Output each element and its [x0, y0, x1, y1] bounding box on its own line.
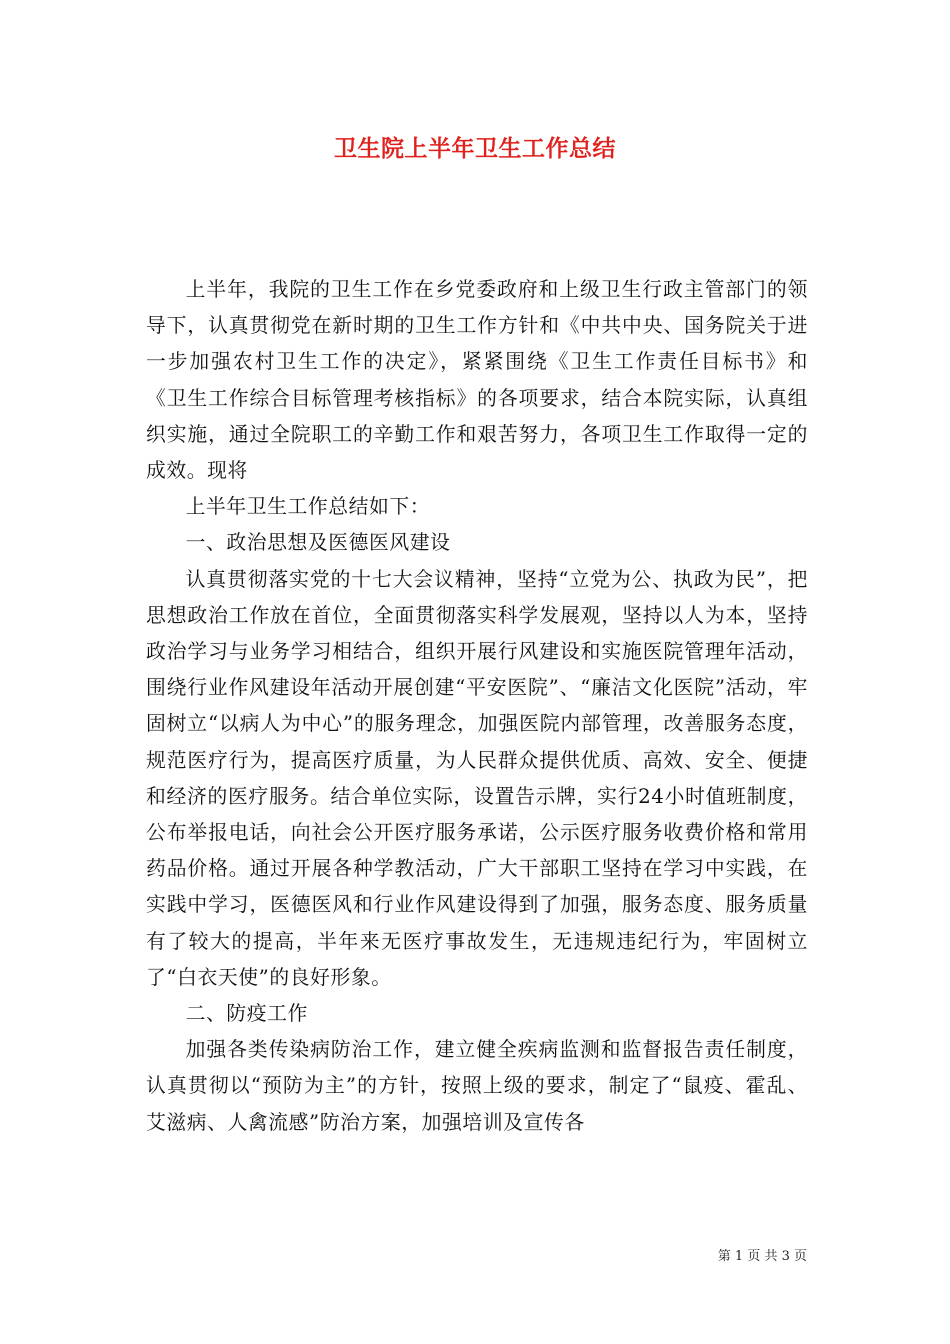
section-heading-political: 一、政治思想及医德医风建设 [185, 531, 451, 555]
paragraph-intro: 上半年，我院的卫生工作在乡党委政府和上级卫生行政主管部门的领导下，认真贯彻党在新时期的卫生工作方针和《中共中央、国务院关于进一步加强农村卫生工作的决定》，紧紧围绕《卫生工作责任目标书》和《卫生工作综合目标管理考核指标》的各项要求，结合本院实际，认真组织实施，通过全院职工的辛勤工作和艰苦努力，各项卫生工作取得一定的成效。现将 [146, 278, 808, 483]
section-heading-epidemic: 二、防疫工作 [185, 1002, 308, 1026]
paragraph-summary-lead: 上半年卫生工作总结如下： [185, 495, 431, 519]
document-body [146, 272, 808, 1141]
page-number: 第 1 页 共 3 页 [717, 1249, 807, 1264]
document-title: 卫生院上半年卫生工作总结 [334, 136, 616, 162]
paragraph-epidemic: 加强各类传染病防治工作，建立健全疾病监测和监督报告责任制度，认真贯彻以“预防为主”的方针，按照上级的要求，制定了“鼠疫、霍乱、艾滋病、人禽流感”防治方案，加强培训及宣传各 [146, 1038, 808, 1134]
paragraph-political: 认真贯彻落实党的十七大会议精神，坚持“立党为公、执政为民”，把思想政治工作放在首位，全面贯彻落实科学发展观，坚持以人为本，坚持政治学习与业务学习相结合，组织开展行风建设和实施医院管理年活动，围绕行业作风建设年活动开展创建“平安医院”、“廉洁文化医院”活动，牢固树立“以病人为中心”的服务理念，加强医院内部管理，改善服务态度，规范医疗行为，提高医疗质量，为人民群众提供优质、高效、安全、便捷和经济的医疗服务。结合单位实际，设置告示牌，实行24小时值班制度，公布举报电话，向社会公开医疗服务承诺，公示医疗服务收费价格和常用药品价格。通过开展各种学教活动，广大干部职工坚持在学习中实践，在实践中学习，医德医风和行业作风建设得到了加强，服务态度、服务质量有了较大的提高，半年来无医疗事故发生，无违规违纪行为，牢固树立了“白衣天使”的良好形象。 [146, 567, 808, 989]
